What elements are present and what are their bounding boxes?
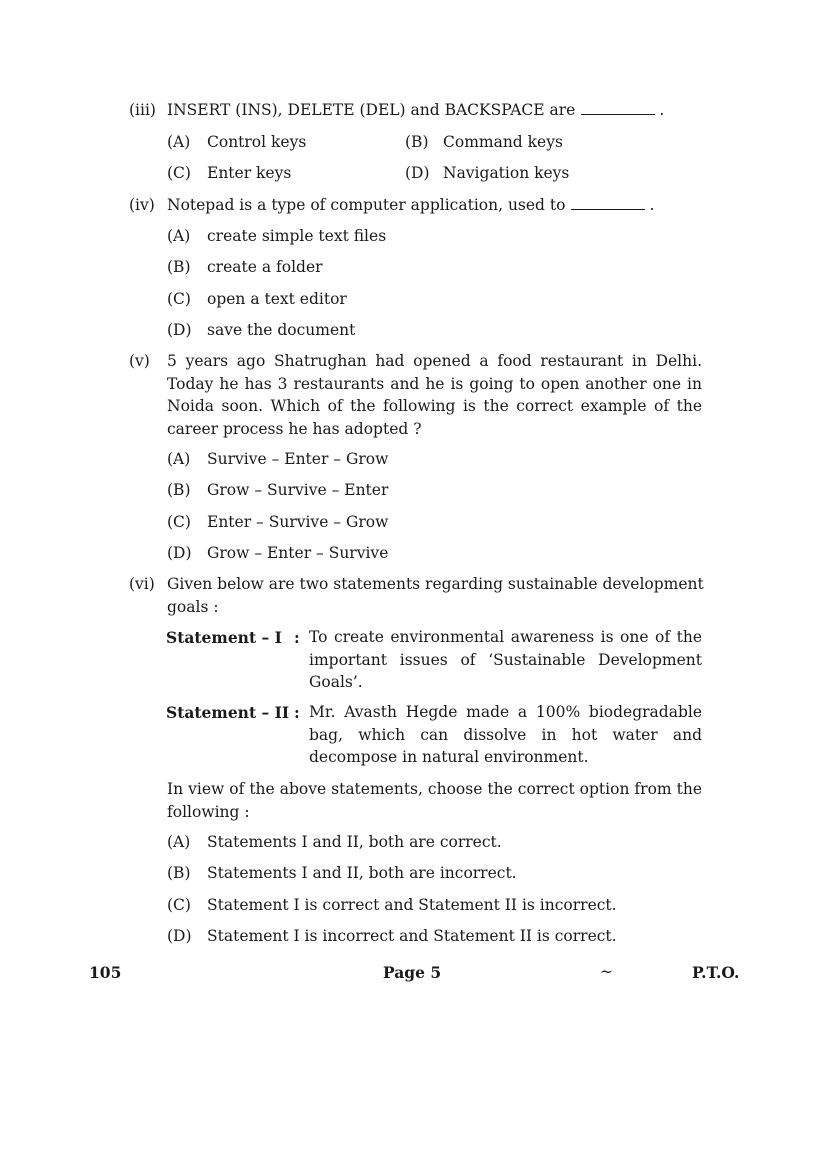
tilde-mark: ~ xyxy=(600,963,613,981)
question-text: Notepad is a type of computer application, used to . xyxy=(167,196,655,214)
question-number: (vi) xyxy=(129,575,155,593)
statement-1-colon: : xyxy=(294,628,300,647)
option-label: (B) xyxy=(167,481,191,499)
option-label: (B) xyxy=(167,258,191,276)
option-text: Statement I is incorrect and Statement II is correct. xyxy=(207,927,617,945)
option-text: create simple text files xyxy=(207,227,387,245)
option-label: (A) xyxy=(167,133,191,151)
option-text: Survive – Enter – Grow xyxy=(207,450,389,468)
answer-blank xyxy=(571,208,645,210)
statement-2-colon: : xyxy=(294,703,300,722)
option-label: (D) xyxy=(167,927,192,945)
option-label: (D) xyxy=(167,544,192,562)
option-label: (C) xyxy=(167,896,191,914)
option-label: (A) xyxy=(167,227,191,245)
option-label: (B) xyxy=(167,864,191,882)
option-text: Command keys xyxy=(443,133,563,151)
option-label: (A) xyxy=(167,833,191,851)
question-number: (iii) xyxy=(129,101,156,119)
question-prompt: In view of the above statements, choose the correct option from the following : xyxy=(167,780,702,821)
question-text: Given below are two statements regarding sustainable development goals : xyxy=(167,575,704,616)
option-label: (C) xyxy=(167,290,191,308)
question-number: (iv) xyxy=(129,196,155,214)
statement-2-text: Mr. Avasth Hegde made a 100% biodegradable bag, which can dissolve in hot water and decompose in natural environment. xyxy=(309,703,702,766)
option-text: Enter – Survive – Grow xyxy=(207,513,389,531)
option-label: (B) xyxy=(405,133,429,151)
statement-1-label: Statement – I xyxy=(166,628,282,647)
option-text: Grow – Enter – Survive xyxy=(207,544,389,562)
option-label: (C) xyxy=(167,513,191,531)
question-text: 5 years ago Shatrughan had opened a food restaurant in Delhi. Today he has 3 restaurants and he is going to open another one in Noida soon. Which of the following is the correct example of the career process he has adopted ? xyxy=(167,352,702,438)
option-text: Control keys xyxy=(207,133,307,151)
pto-label: P.T.O. xyxy=(692,963,740,982)
option-text: create a folder xyxy=(207,258,323,276)
option-label: (C) xyxy=(167,164,191,182)
page-number: Page 5 xyxy=(383,963,442,982)
question-text: INSERT (INS), DELETE (DEL) and BACKSPACE are . xyxy=(167,101,665,119)
statement-2-label: Statement – II xyxy=(166,703,290,722)
option-text: Statements I and II, both are incorrect. xyxy=(207,864,517,882)
option-label: (D) xyxy=(405,164,430,182)
option-text: Navigation keys xyxy=(443,164,570,182)
option-text: open a text editor xyxy=(207,290,347,308)
option-text: Statements I and II, both are correct. xyxy=(207,833,502,851)
option-text: Statement I is correct and Statement II is incorrect. xyxy=(207,896,617,914)
answer-blank xyxy=(581,113,655,115)
paper-code: 105 xyxy=(89,963,122,982)
option-label: (A) xyxy=(167,450,191,468)
option-label: (D) xyxy=(167,321,192,339)
option-text: Enter keys xyxy=(207,164,292,182)
option-text: save the document xyxy=(207,321,356,339)
option-text: Grow – Survive – Enter xyxy=(207,481,389,499)
statement-1-text: To create environmental awareness is one of the important issues of ‘Sustainable Development Goals’. xyxy=(309,628,702,691)
question-number: (v) xyxy=(129,352,150,370)
